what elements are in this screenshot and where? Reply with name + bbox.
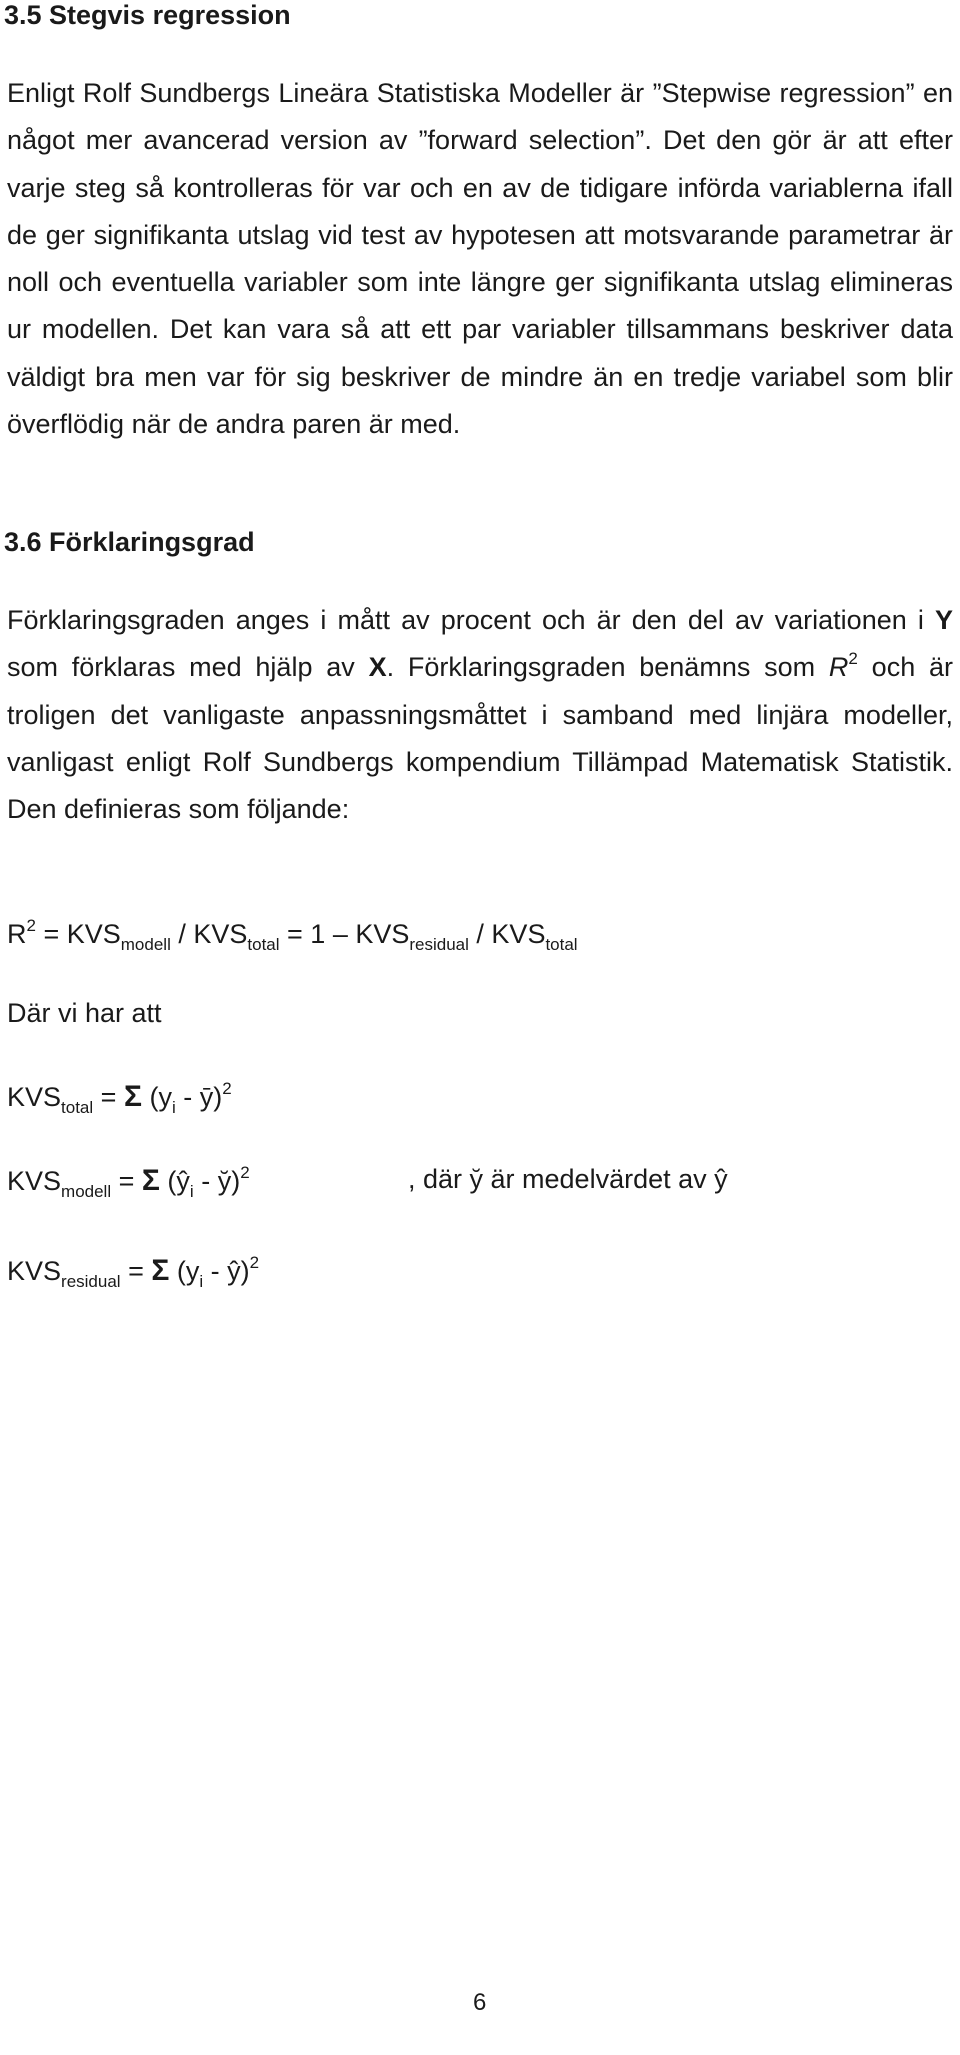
r-squared-symbol: R <box>828 652 849 683</box>
kvs-total-formula: $KVS_{total} = \Sigma$ ($y_i$ - ȳ)$^2$ <box>7 1079 232 1117</box>
subscript: total <box>247 935 280 954</box>
paragraph-text: Förklaringsgraden anges i mått av procent och är den del av variationen i <box>7 605 935 635</box>
subscript: i <box>171 1098 176 1117</box>
exponent: 2 <box>240 1163 250 1182</box>
variable-y: Y <box>934 605 953 635</box>
paragraph-text: som förklaras med hjälp av <box>7 652 369 683</box>
forklaringsgrad-paragraph <box>7 597 953 833</box>
exponent: 2 <box>249 1253 260 1272</box>
mean-value-note: , där y̆ är medelvärdet av ŷ <box>408 1164 728 1194</box>
section-heading-forklaringsgrad: 3.6 Förklaringsgrad <box>4 527 255 557</box>
subscript: residual <box>409 935 469 954</box>
paragraph-text: . Förklaringsgraden benämns som <box>386 652 829 683</box>
section-heading-stepwise: 3.5 Stegvis regression <box>4 0 291 30</box>
stepwise-paragraph: Enligt Rolf Sundbergs Lineära Statistiska Modeller är ”Stepwise regression” en något mer avancerad version av ”forward selection”. Det den gör är att efter varje steg så kontrolleras för var och en av de tidigare införda variablerna ifall de ger signifikanta utslag vid test av hypotesen att motsvarande parametrar är noll och eventuella variabler som inte längre ger signifikanta utslag elimineras ur modellen. Det kan vara så att ett par variabler tillsammans beskriver data väldigt bra men var för sig beskriver de mindre än en tredje variabel som blir överflödig när de andra paren är med. <box>7 78 953 440</box>
sigma-symbol: Σ <box>123 1080 142 1113</box>
variable-x: X <box>368 652 387 683</box>
subscript: residual <box>61 1272 121 1291</box>
subscript: total <box>61 1098 94 1117</box>
kvs-modell-formula: $KVS_{modell} = \Sigma$ ($ŷ_i$ - y̆)$^2$ , där y̆ är medelvärdet av ŷ <box>7 1163 728 1201</box>
paragraph-text: och är troligen det vanligaste anpassningsmåttet i samband med linjära modeller, vanligast enligt Rolf Sundbergs kompendium Tillämpad Matematisk Statistik. Den definieras som följande: <box>7 652 954 825</box>
exponent: 2 <box>26 916 36 935</box>
sigma-symbol: Σ <box>151 1254 170 1287</box>
subscript: modell <box>61 1182 112 1201</box>
subscript: i <box>189 1182 194 1201</box>
subscript: i <box>199 1272 204 1291</box>
kvs-residual-formula: $KVS_{residual} = \Sigma$ ($y_i$ - ŷ)$^2$ <box>7 1253 260 1291</box>
subscript: total <box>545 935 578 954</box>
page-number: 6 <box>473 1989 487 2016</box>
r-squared-formula: $R^2 = KVS_{modell} / KVS_{total} = 1 - KVS_{residual} / KVS_{total}$ <box>7 916 578 954</box>
sigma-symbol: Σ <box>141 1164 160 1197</box>
exponent: 2 <box>222 1079 232 1098</box>
subscript: modell <box>120 935 171 954</box>
dar-vi-har-att: Där vi har att <box>7 998 162 1028</box>
exponent: 2 <box>848 649 858 669</box>
